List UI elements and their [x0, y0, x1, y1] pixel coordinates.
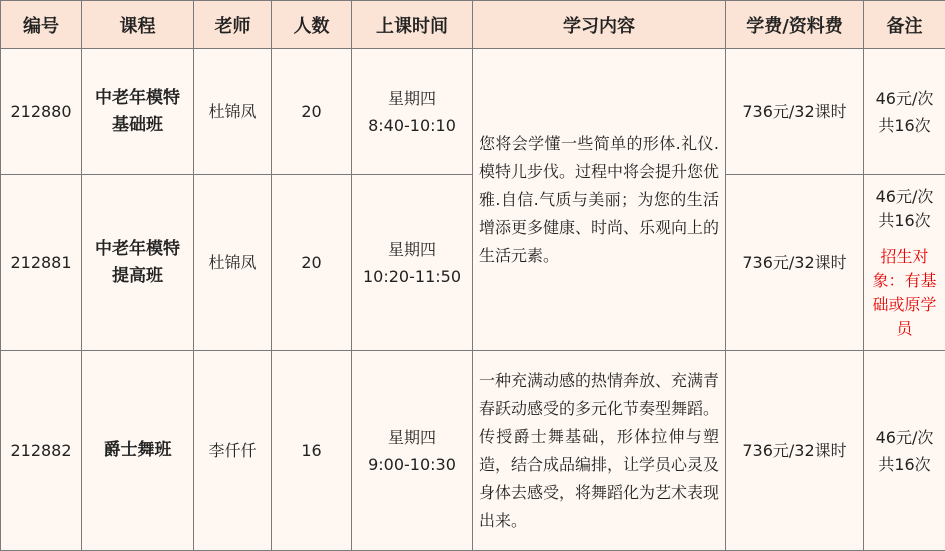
cell-id: 212882 [1, 351, 82, 551]
header-teacher: 老师 [194, 1, 272, 49]
cell-id: 212880 [1, 49, 82, 175]
cell-course [82, 49, 194, 175]
header-count: 人数 [272, 1, 352, 49]
note-line: 共16次 [868, 209, 941, 233]
cell-course [82, 351, 194, 551]
cell-count: 20 [272, 49, 352, 175]
table-row [1, 49, 945, 175]
note-line: 共16次 [868, 112, 941, 139]
cell-time [352, 175, 473, 351]
table-row [1, 351, 945, 551]
cell-time [352, 49, 473, 175]
cell-note [864, 351, 945, 551]
course-line: 中老年模特 [86, 85, 189, 112]
time-day: 星期四 [356, 236, 468, 263]
note-spacer [868, 233, 941, 245]
header-note: 备注 [864, 1, 945, 49]
cell-content: 一种充满动感的热情奔放、充满青春跃动感受的多元化节奏型舞蹈。传授爵士舞基础，形体拉伸与塑造，结合成品编排，让学员心灵及身体去感受，将舞蹈化为艺术表现出来。 [473, 351, 726, 551]
header-content: 学习内容 [473, 1, 726, 49]
cell-count: 16 [272, 351, 352, 551]
cell-teacher: 杜锦凤 [194, 175, 272, 351]
cell-teacher: 杜锦凤 [194, 49, 272, 175]
cell-teacher: 李仟仟 [194, 351, 272, 551]
note-highlight-line: 员 [868, 317, 941, 341]
note-highlight-line: 象：有基 [868, 269, 941, 293]
course-line: 爵士舞班 [86, 437, 189, 464]
time-range: 9:00-10:30 [356, 451, 468, 478]
cell-content-shared: 您将会学懂一些简单的形体.礼仪.模特儿步伐。过程中将会提升您优雅.自信.气质与美丽；为您的生活增添更多健康、时尚、乐观向上的生活元素。 [473, 49, 726, 351]
cell-fee: 736元/32课时 [726, 175, 864, 351]
header-fee: 学费/资料费 [726, 1, 864, 49]
note-line: 共16次 [868, 451, 941, 478]
header-course: 课程 [82, 1, 194, 49]
cell-time [352, 351, 473, 551]
cell-count: 20 [272, 175, 352, 351]
note-highlight-line: 招生对 [868, 245, 941, 269]
course-line: 中老年模特 [86, 236, 189, 263]
cell-fee: 736元/32课时 [726, 351, 864, 551]
cell-id: 212881 [1, 175, 82, 351]
time-day: 星期四 [356, 424, 468, 451]
header-id: 编号 [1, 1, 82, 49]
course-line: 基础班 [86, 112, 189, 139]
note-line: 46元/次 [868, 424, 941, 451]
note-line: 46元/次 [868, 185, 941, 209]
note-line: 46元/次 [868, 85, 941, 112]
time-day: 星期四 [356, 85, 468, 112]
table-header-row [1, 1, 945, 49]
header-time: 上课时间 [352, 1, 473, 49]
cell-note [864, 49, 945, 175]
course-line: 提高班 [86, 263, 189, 290]
cell-note [864, 175, 945, 351]
note-highlight-line: 础或原学 [868, 293, 941, 317]
cell-fee: 736元/32课时 [726, 49, 864, 175]
time-range: 8:40-10:10 [356, 112, 468, 139]
time-range: 10:20-11:50 [356, 263, 468, 290]
cell-course [82, 175, 194, 351]
